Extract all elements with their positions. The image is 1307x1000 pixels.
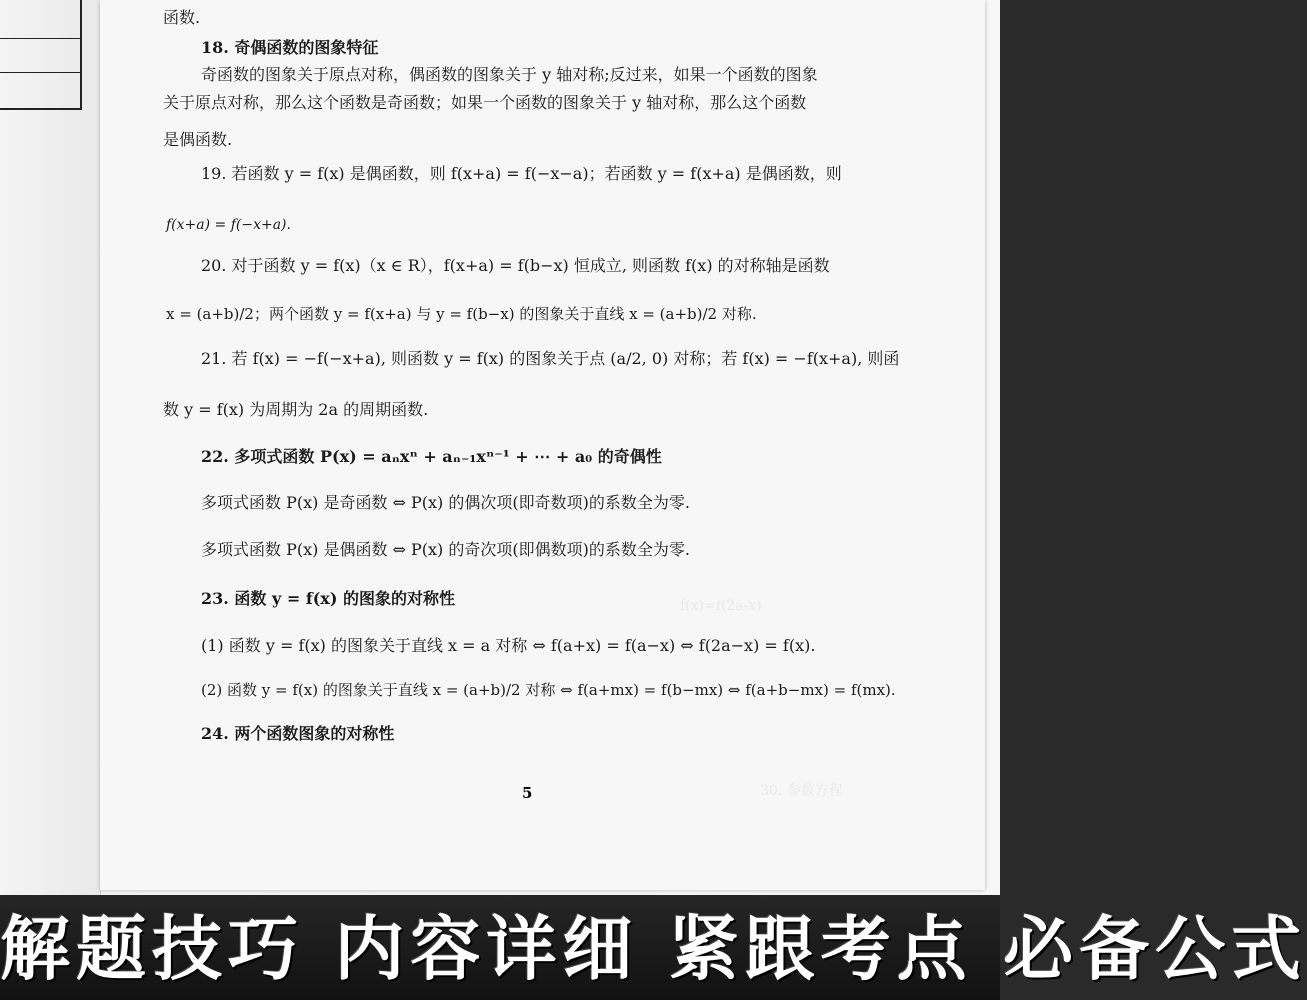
page-number: 5 [522, 784, 533, 802]
section-22-text: 多项式函数 P(x) 是偶函数 ⇔ P(x) 的奇次项(即偶数项)的系数全为零. [201, 540, 690, 559]
top-line: 函数. [163, 8, 201, 27]
bleed-through-text: 30. 参数方程 [760, 783, 843, 799]
table-rule [0, 72, 80, 73]
section-19-formula: f(x+a) = f(−x+a). [166, 217, 291, 233]
document-page [100, 0, 985, 890]
bleed-through-text: f(x)=f(2a-x) [680, 598, 762, 614]
section-24-heading: 24. 两个函数图象的对称性 [201, 724, 395, 743]
section-19-text: 19. 若函数 y = f(x) 是偶函数，则 f(x+a) = f(−x−a)；若函数 y = f(x+a) 是偶函数，则 [201, 164, 842, 183]
section-18-heading: 18. 奇偶函数的图象特征 [201, 38, 379, 57]
section-18-text: 奇函数的图象关于原点对称，偶函数的图象关于 y 轴对称;反过来，如果一个函数的图象 [201, 65, 818, 84]
section-21-text: 数 y = f(x) 为周期为 2a 的周期函数. [163, 400, 429, 419]
left-page-edge [0, 0, 101, 900]
section-22-heading: 22. 多项式函数 P(x) = aₙxⁿ + aₙ₋₁xⁿ⁻¹ + ⋯ + a₀ 的奇偶性 [201, 447, 662, 466]
section-23-text: (2) 函数 y = f(x) 的图象关于直线 x = (a+b)/2 对称 ⇔ f(a+mx) = f(b−mx) ⇔ f(a+b−mx) = f(mx). [201, 681, 896, 699]
section-23-heading: 23. 函数 y = f(x) 的图象的对称性 [201, 589, 455, 608]
section-18-text: 是偶函数. [163, 130, 233, 149]
section-21-text: 21. 若 f(x) = −f(−x+a), 则函数 y = f(x) 的图象关于点 (a/2, 0) 对称；若 f(x) = −f(x+a), 则函 [201, 349, 900, 368]
section-20-text: x = (a+b)/2；两个函数 y = f(x+a) 与 y = f(b−x) 的图象关于直线 x = (a+b)/2 对称. [166, 305, 757, 323]
section-20-text: 20. 对于函数 y = f(x)（x ∈ R），f(x+a) = f(b−x) 恒成立, 则函数 f(x) 的对称轴是函数 [201, 256, 830, 275]
section-22-text: 多项式函数 P(x) 是奇函数 ⇔ P(x) 的偶次项(即奇数项)的系数全为零. [201, 493, 690, 512]
section-23-text: (1) 函数 y = f(x) 的图象关于直线 x = a 对称 ⇔ f(a+x) = f(a−x) ⇔ f(2a−x) = f(x). [201, 636, 816, 655]
table-fragment [0, 0, 82, 110]
section-18-text: 关于原点对称，那么这个函数是奇函数；如果一个函数的图象关于 y 轴对称，那么这个函数 [163, 93, 807, 112]
promo-banner-text: 解题技巧 内容详细 紧跟考点 必备公式 [0, 908, 1307, 990]
table-rule [0, 38, 80, 39]
